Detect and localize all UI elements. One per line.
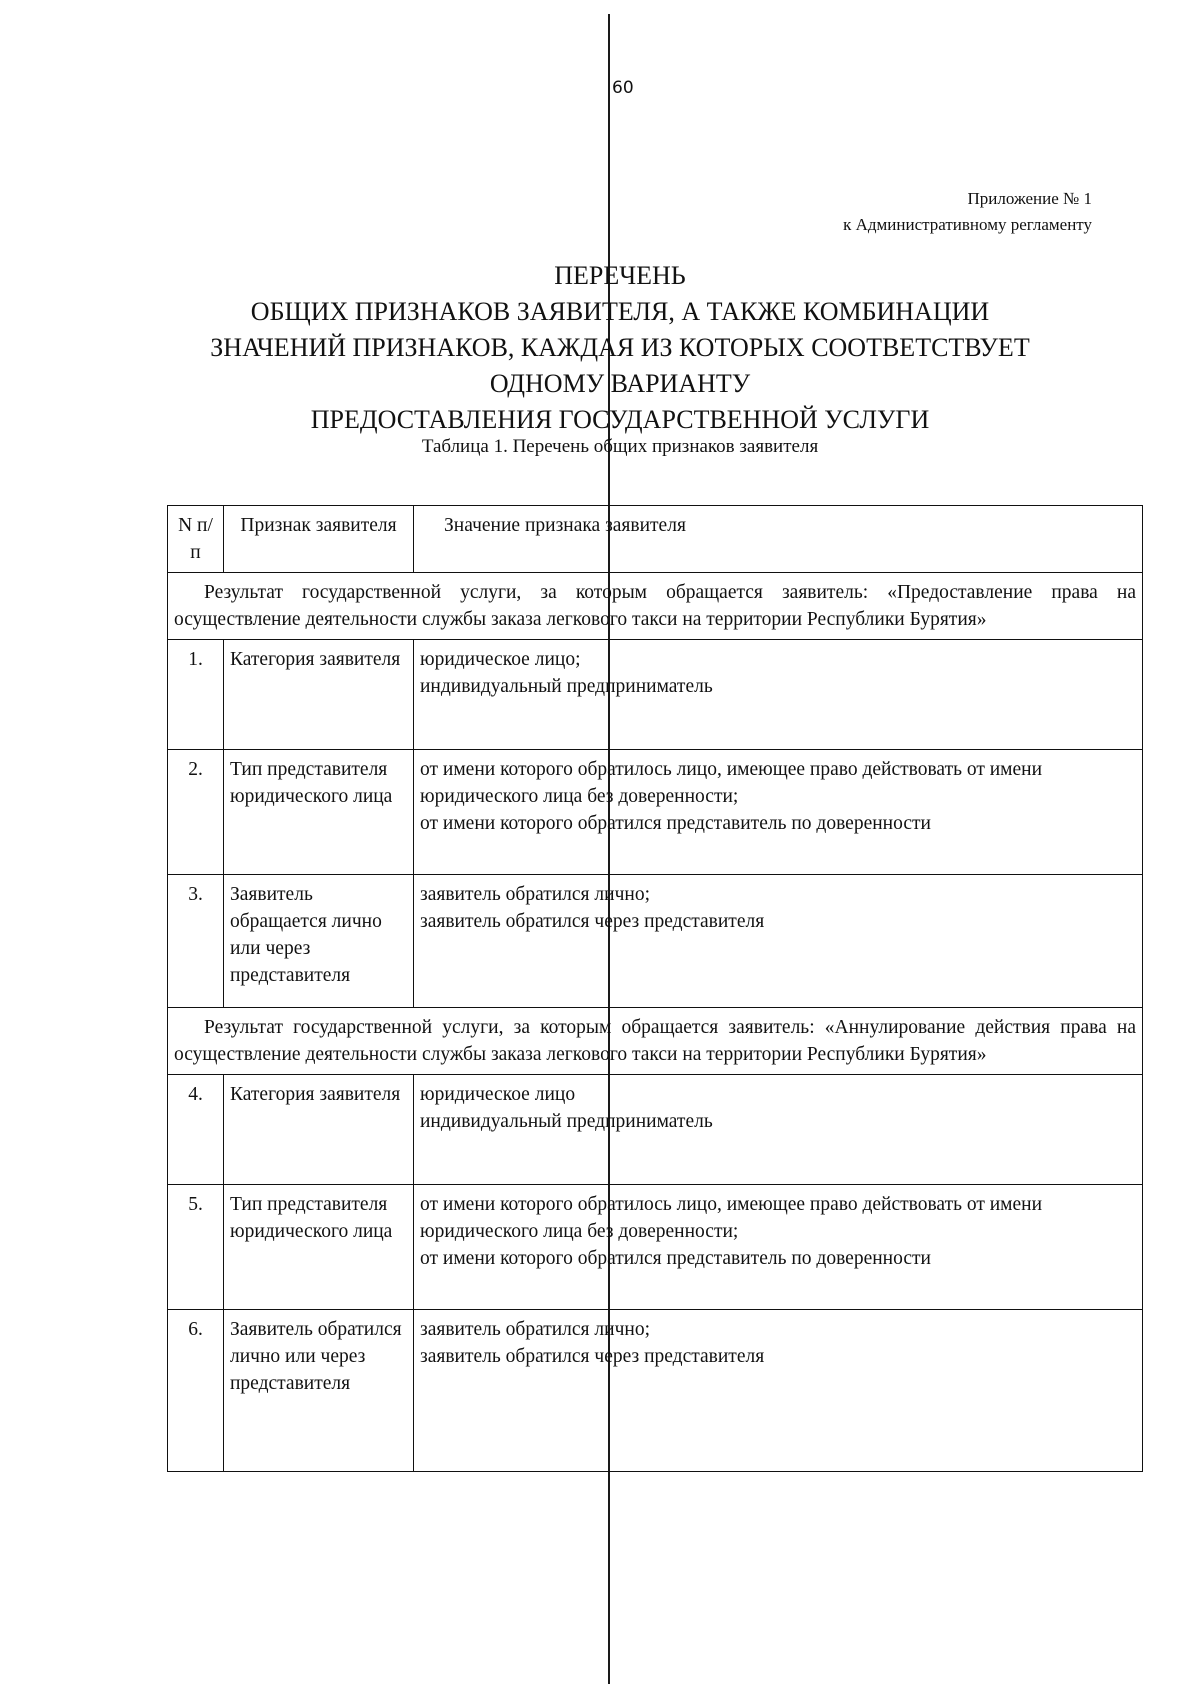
row-attribute: Категория заявителя	[224, 640, 414, 750]
appendix-line-1: Приложение № 1	[967, 189, 1092, 208]
row-number: 4.	[168, 1075, 224, 1185]
document-title	[150, 258, 1090, 438]
appendix-line-2: к Административному регламенту	[843, 215, 1092, 234]
header-num: N п/п	[168, 506, 224, 573]
row-value: заявитель обратился лично;	[420, 884, 650, 905]
row-values	[414, 640, 1143, 750]
row-value: юридическое лицо;	[420, 649, 581, 670]
row-number: 5.	[168, 1185, 224, 1310]
row-values	[414, 750, 1143, 875]
title-line-2: ОБЩИХ ПРИЗНАКОВ ЗАЯВИТЕЛЯ, А ТАКЖЕ КОМБИНАЦИИ	[250, 297, 990, 326]
row-values	[414, 875, 1143, 1008]
row-number: 6.	[168, 1310, 224, 1472]
row-values	[414, 1310, 1143, 1472]
row-values	[414, 1185, 1143, 1310]
row-attribute: Категория заявителя	[224, 1075, 414, 1185]
row-value: индивидуальный предприниматель	[420, 676, 713, 697]
row-attribute: Заявитель обратился лично или через представителя	[224, 1310, 414, 1472]
table-header-row	[168, 506, 1143, 573]
title-line-1: ПЕРЕЧЕНЬ	[554, 261, 686, 290]
header-value: Значение признака заявителя	[414, 506, 1143, 573]
row-value: от имени которого обратилось лицо, имеющее право действовать от имени юридического лица без доверенности;	[420, 759, 1043, 807]
row-value: юридическое лицо	[420, 1084, 576, 1105]
row-value: заявитель обратился через представителя	[420, 911, 765, 932]
row-values	[414, 1075, 1143, 1185]
row-number: 1.	[168, 640, 224, 750]
table-row	[168, 750, 1143, 875]
row-value: от имени которого обратился представитель по доверенности	[420, 813, 931, 834]
section-title-cell	[168, 1008, 1143, 1075]
section-title: Результат государственной услуги, за которым обращается заявитель: «Предоставление права на осуществление деятельности службы заказа легкового такси на территории Республики Бурятия»	[174, 582, 1136, 630]
row-number: 2.	[168, 750, 224, 875]
table-row	[168, 640, 1143, 750]
section-title-cell	[168, 573, 1143, 640]
row-number: 3.	[168, 875, 224, 1008]
applicant-attributes-table	[167, 505, 1143, 1472]
header-attribute: Признак заявителя	[224, 506, 414, 573]
table-row	[168, 1185, 1143, 1310]
table-row	[168, 1310, 1143, 1472]
title-line-4: ОДНОМУ ВАРИАНТУ	[489, 369, 751, 398]
title-line-5: ПРЕДОСТАВЛЕНИЯ ГОСУДАРСТВЕННОЙ УСЛУГИ	[310, 405, 930, 434]
section-title: Результат государственной услуги, за которым обращается заявитель: «Аннулирование действия права на осуществление деятельности службы заказа легкового такси на территории Республики Бурятия»	[174, 1017, 1136, 1065]
page-number: 60	[612, 78, 634, 98]
row-value: индивидуальный предприниматель	[420, 1111, 713, 1132]
table-row	[168, 875, 1143, 1008]
row-value: от имени которого обратилось лицо, имеющее право действовать от имени юридического лица без доверенности;	[420, 1194, 1043, 1242]
appendix-note	[843, 186, 1092, 238]
row-value: от имени которого обратился представитель по доверенности	[420, 1248, 931, 1269]
table-caption: Таблица 1. Перечень общих признаков заявителя	[421, 436, 819, 457]
section-row	[168, 1008, 1143, 1075]
section-row	[168, 573, 1143, 640]
row-value: заявитель обратился через представителя	[420, 1346, 765, 1367]
row-attribute: Тип представителя юридического лица	[224, 750, 414, 875]
row-attribute: Заявитель обращается лично или через представителя	[224, 875, 414, 1008]
title-line-3: ЗНАЧЕНИЙ ПРИЗНАКОВ, КАЖДАЯ ИЗ КОТОРЫХ СООТВЕТСТВУЕТ	[210, 333, 1030, 362]
table-row	[168, 1075, 1143, 1185]
row-value: заявитель обратился лично;	[420, 1319, 650, 1340]
row-attribute: Тип представителя юридического лица	[224, 1185, 414, 1310]
